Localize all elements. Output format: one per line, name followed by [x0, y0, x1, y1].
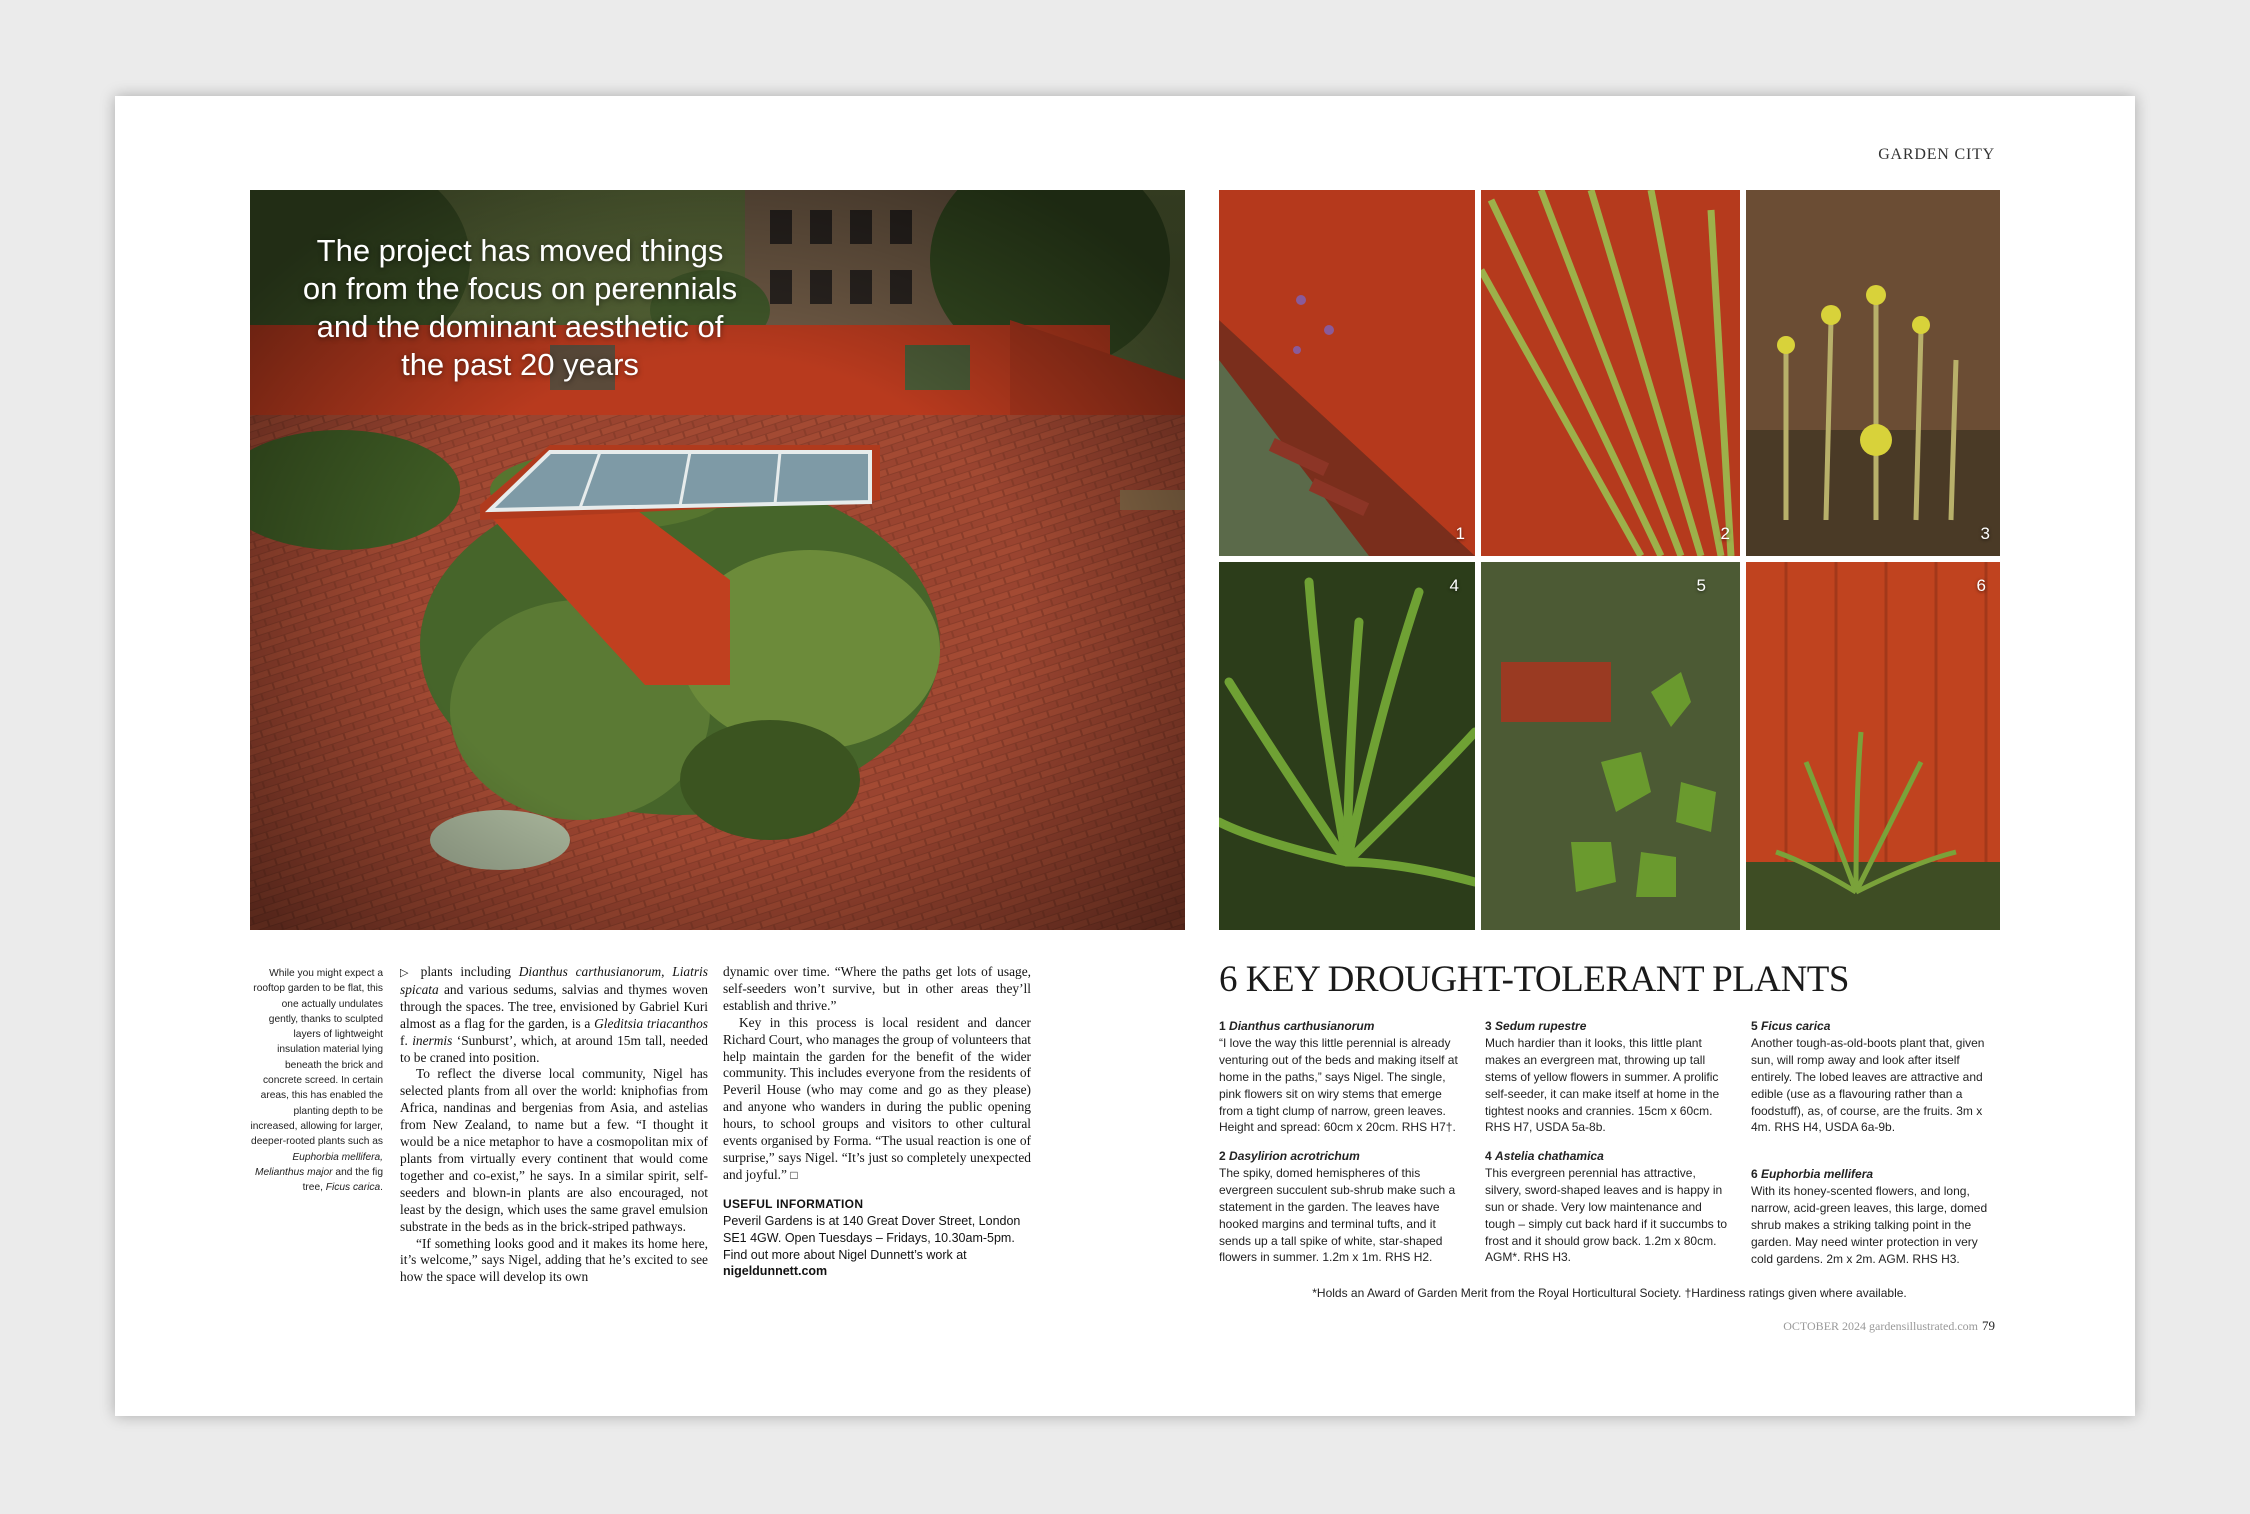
- website-link[interactable]: nigeldunnett.com: [723, 1264, 828, 1279]
- article-column-1: [400, 964, 708, 1286]
- article-column-2: [723, 964, 1031, 1280]
- article-paragraph: dynamic over time. “Where the paths get lots of usage, self-seeders won’t survive, but in other areas they’ll establish and thrive.”: [723, 964, 1031, 1013]
- footnote: *Holds an Award of Garden Merit from the Royal Horticultural Society. †Hardiness ratings given where available.: [1312, 1286, 1907, 1300]
- article-paragraph: ▷ plants including Dianthus carthusianorum, Liatris spicata and various sedums, salvias and thymes woven through the spaces. The tree, envisioned by Gabriel Kuri almost as a flag for the garden, is a Gleditsia triacanthos f. inermis ‘Sunburst’, which, at around 15m tall, needed to be craned into position.: [400, 964, 708, 1065]
- plants-heading: 6 KEY DROUGHT-TOLERANT PLANTS: [1219, 959, 1849, 1000]
- photo-number: 6: [1976, 576, 1986, 595]
- article-paragraph: “If something looks good and it makes its home here, it’s welcome,” says Nigel, adding that he’s excited to see how the space will develop its own: [400, 1235, 708, 1285]
- plant-photo-2: [1481, 190, 1740, 556]
- section-tag: GARDEN CITY: [1878, 146, 1995, 163]
- plant-photo-3: [1746, 190, 2000, 556]
- page-number: 79: [1982, 1318, 1995, 1333]
- continue-marker-icon: ▷: [400, 967, 413, 979]
- plant-photo-4: [1219, 562, 1475, 930]
- hero-pull-quote: The project has moved things on from the focus on perennials and the dominant aesthetic of the past 20 years: [302, 233, 738, 382]
- photo-caption: While you might expect a rooftop garden to be flat, this one actually undulates gently, thanks to sculpted layers of lightweight insulation material lying beneath the brick and concrete screed. In certain areas, this has enabled the planting depth to be increased, allowing for larger, deeper-rooted plants such as Euphorbia mellifera, Melianthus major and the fig tree, Ficus carica.: [250, 968, 383, 1194]
- plant-entry-6: 6 Euphorbia mellifera With its honey-scented flowers, and long, narrow, acid-green leaves, this large, domed shrub makes a striking talking point in the garden. May need winter protection in very cold gardens. 2m x 2m. AGM. RHS H3.: [1751, 1167, 1988, 1266]
- plant-photo-grid: [1219, 190, 2000, 930]
- plant-entry-1: 1 Dianthus carthusianorum “I love the way this little perennial is already venturing out of the beds and making itself at home in the paths,” says Nigel. The single, pink flowers sit on wiry stems that emerge from a tight clump of narrow, green leaves. Height and spread: 60cm x 20cm. RHS H7†.: [1219, 1019, 1458, 1135]
- useful-info-title: USEFUL INFORMATION: [723, 1196, 864, 1211]
- hero-photo: [250, 190, 1185, 930]
- plant-photo-5: [1481, 562, 1740, 930]
- photo-number: 2: [1720, 524, 1730, 543]
- photo-number: 3: [1980, 524, 1990, 543]
- article-paragraph: Key in this process is local resident and dancer Richard Court, who manages the group of volunteers that help maintain the garden for the benefit of the wider community. This includes everyone from the residents of Peveril House (who may come and go as they please) and anyone who wanders in during the public opening hours, to school groups and visitors to other cultural events organised by Forma. “The usual reaction is one of surprise,” says Nigel. “It’s just so completely unexpected and joyful.” □: [723, 1014, 1031, 1182]
- useful-info-body: Peveril Gardens is at 140 Great Dover Street, London SE1 4GW. Open Tuesdays – Fridays, 10.30am-5pm. Find out more about Nigel Dunnett’s work at nigeldunnett.com: [723, 1213, 1021, 1279]
- plant-entry-4: 4 Astelia chathamica This evergreen perennial has attractive, silvery, sword-shaped leaves and is happy in sun or shade. Very low maintenance and tough – simply cut back hard if it succumbs to frost and it should grow back. 1.2m x 80cm. AGM*. RHS H3.: [1485, 1149, 1728, 1265]
- photo-number: 4: [1449, 576, 1459, 595]
- plant-entry-2: 2 Dasylirion acrotrichum The spiky, domed hemispheres of this evergreen succulent sub-shrub make such a statement in the garden. The leaves have hooked margins and terminal tufts, and it sends up a tall spike of white, star-shaped flowers in summer. 1.2m x 1m. RHS H2.: [1219, 1149, 1456, 1265]
- photo-number: 5: [1696, 576, 1706, 595]
- plant-photo-1: [1219, 190, 1475, 556]
- plant-entry-5: 5 Ficus carica Another tough-as-old-boots plant that, given sun, will romp away and look after itself entirely. The lobed leaves are attractive and edible (use as a flavouring rather than a foodstuff), as, of course, are the fruits. 3m x 4m. RHS H4, USDA 6a-9b.: [1751, 1019, 1985, 1135]
- photo-number: 1: [1455, 524, 1465, 543]
- magazine-spread: [115, 96, 2135, 1416]
- article-paragraph: To reflect the diverse local community, Nigel has selected plants from all over the world: kniphofias from Africa, nandinas and bergenias from Asia, and astelias from New Zealand, to name but a few. “I thought it would be a nice metaphor to have a cosmopolitan mix of plants from virtually every continent that would come together and co-exist,” he says. In a similar spirit, self-seeders and blown-in plants are also encouraged, not least by the design, which uses the same gravel emulsion substrate in the beds as in the brick-striped pathways.: [400, 1066, 708, 1234]
- plant-entry-3: 3 Sedum rupestre Much hardier than it looks, this little plant makes an evergreen mat, throwing up tall stems of yellow flowers in summer. A prolific self-seeder, it can make itself at home in the tightest nooks and crannies. 15cm x 60cm. RHS H7, USDA 5a-8b.: [1485, 1019, 1720, 1135]
- end-mark-icon: □: [790, 1167, 798, 1182]
- plant-photo-6: [1746, 562, 2000, 930]
- folio: OCTOBER 2024 gardensillustrated.com 79: [1783, 1318, 1995, 1333]
